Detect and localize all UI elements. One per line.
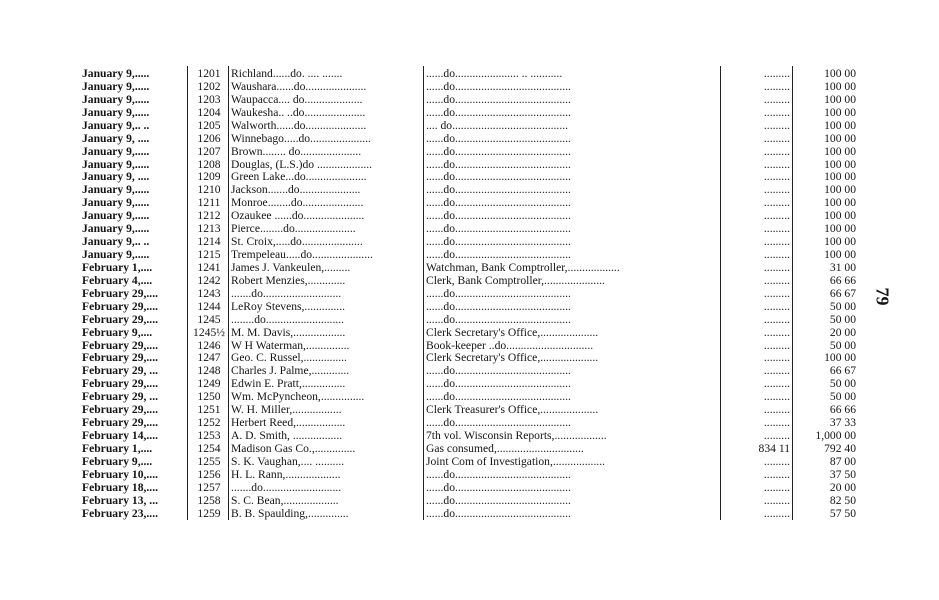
row-voucher-number: 1213 [197,222,221,236]
row-payee: Charles J. Palme,............. [231,364,350,378]
table-row [0,119,939,132]
row-payee: Douglas, (L.S.)do ................... [231,157,373,171]
row-payee: Jackson.......do..................... [231,183,361,197]
row-voucher-number: 1241 [197,260,221,274]
row-voucher-number: 1253 [197,429,221,443]
row-date: January 9,..... [82,105,150,119]
row-date: February 29,.... [82,416,158,430]
row-subtotal: ......... [763,92,790,106]
row-date: February 1,.... [82,260,153,274]
row-subtotal: ......... [763,338,790,352]
row-date: January 9,.. .. [82,118,150,132]
row-date: February 29,.... [82,351,158,365]
row-voucher-number: 1215 [197,248,221,262]
row-subtotal: ......... [763,480,790,494]
row-amount: 66 67 [829,364,856,378]
row-amount: 50 00 [829,377,856,391]
table-row [0,442,939,455]
table-row [0,196,939,209]
row-subtotal: ......... [763,390,790,404]
page-number: 79 [872,287,893,306]
row-subtotal: ......... [763,196,790,210]
row-voucher-number: 1254 [197,441,221,455]
row-amount: 50 00 [829,390,856,404]
row-amount: 82 50 [829,493,856,507]
row-amount: 100 00 [824,170,856,184]
row-payee: ........do........................... [231,312,345,326]
row-payee: W. H. Miller,................. [231,403,342,417]
row-payee: M. M. Davis,.................. [231,325,346,339]
row-date: February 29,.... [82,403,158,417]
row-description: Clerk, Bank Comptroller,..................... [426,273,605,287]
row-description: .... do........................................ [426,118,569,132]
row-date: January 9,..... [82,92,150,106]
row-date: January 9, .... [82,170,150,184]
row-payee: LeRoy Stevens,.............. [231,299,345,313]
row-date: February 18,.... [82,480,158,494]
row-amount: 37 33 [829,416,856,430]
row-date: February 29, ... [82,390,158,404]
row-description: ......do........................................ [426,131,571,145]
row-subtotal: ......... [763,260,790,274]
row-description: ......do........................................ [426,416,571,430]
row-payee: B. B. Spaulding,.............. [231,506,349,520]
row-description: ......do........................................ [426,196,571,210]
row-subtotal: ......... [763,144,790,158]
row-voucher-number: 1251 [197,403,221,417]
row-amount: 100 00 [824,235,856,249]
table-row [0,287,939,300]
table-row [0,313,939,326]
row-subtotal: ......... [763,170,790,184]
row-subtotal: ......... [763,105,790,119]
row-amount: 1,000 00 [815,429,856,443]
row-amount: 50 00 [829,299,856,313]
row-amount: 20 00 [829,325,856,339]
row-date: February 23,.... [82,506,158,520]
row-subtotal: ......... [763,183,790,197]
row-payee: Robert Menzies,............. [231,273,346,287]
row-subtotal: ......... [763,493,790,507]
row-voucher-number: 1206 [197,131,221,145]
table-row [0,222,939,235]
row-voucher-number: 1259 [197,506,221,520]
row-date: January 9,..... [82,209,150,223]
row-description: ......do........................................ [426,222,571,236]
row-voucher-number: 1249 [197,377,221,391]
row-date: January 9,..... [82,79,150,93]
row-date: January 9,..... [82,196,150,210]
row-description: Clerk Treasurer's Office,.................... [426,403,599,417]
row-payee: A. D. Smith, ................. [231,429,343,443]
row-date: February 29,.... [82,299,158,313]
row-voucher-number: 1248 [197,364,221,378]
row-subtotal: ......... [763,273,790,287]
row-description: ......do........................................ [426,390,571,404]
table-row [0,339,939,352]
row-payee: Pierce........do..................... [231,222,356,236]
row-description: ......do........................................ [426,92,571,106]
row-description: ......do........................................ [426,364,571,378]
row-amount: 100 00 [824,118,856,132]
row-description: Clerk Secretary's Office,.................... [426,325,599,339]
row-subtotal: ......... [763,67,790,80]
row-voucher-number: 1202 [197,79,221,93]
row-voucher-number: 1207 [197,144,221,158]
row-subtotal: ......... [763,364,790,378]
table-row [0,507,939,520]
row-description: ......do........................................ [426,286,571,300]
row-amount: 50 00 [829,312,856,326]
row-subtotal: ......... [763,235,790,249]
row-payee: Brown........ do..................... [231,144,362,158]
row-payee: Edwin E. Pratt,............... [231,377,346,391]
row-payee: Wm. McPyncheon,............... [231,390,365,404]
row-payee: Green Lake...do..................... [231,170,367,184]
row-amount: 100 00 [824,196,856,210]
row-amount: 31 00 [829,260,856,274]
row-payee: Geo. C. Russel,............... [231,351,347,365]
row-date: February 29,.... [82,338,158,352]
row-date: January 9,..... [82,222,150,236]
row-description: Clerk Secretary's Office,.................... [426,351,599,365]
row-description: ......do........................................ [426,235,571,249]
row-voucher-number: 1243 [197,286,221,300]
table-row [0,390,939,403]
row-subtotal: ......... [763,403,790,417]
row-description: ......do...................... .. ........... [426,67,563,80]
row-amount: 100 00 [824,67,856,80]
table-row [0,209,939,222]
row-date: February 29,.... [82,312,158,326]
row-description: ......do........................................ [426,506,571,520]
row-date: January 9, .... [82,131,150,145]
row-subtotal: ......... [763,209,790,223]
row-payee: S. K. Vaughan,.... .......... [231,454,345,468]
row-description: Gas consumed,.............................. [426,441,584,455]
row-payee: Waukesha.. ..do..................... [231,105,366,119]
row-voucher-number: 1256 [197,467,221,481]
row-payee: Madison Gas Co.,.............. [231,441,356,455]
row-amount: 66 66 [829,273,856,287]
row-payee: Waushara......do..................... [231,79,367,93]
row-subtotal: ......... [763,454,790,468]
table-row [0,364,939,377]
table-row [0,403,939,416]
row-payee: Winnebago.....do..................... [231,131,371,145]
row-payee: James J. Vankeulen,......... [231,260,351,274]
row-description: ......do........................................ [426,467,571,481]
row-amount: 100 00 [824,222,856,236]
row-subtotal: ......... [763,506,790,520]
row-payee: S. C. Bean,................... [231,493,339,507]
row-amount: 100 00 [824,351,856,365]
row-payee: Waupacca.... do.................... [231,92,363,106]
row-date: January 9,..... [82,183,150,197]
row-amount: 792 40 [824,441,856,455]
row-amount: 87 00 [829,454,856,468]
table-row [0,300,939,313]
row-date: January 9,..... [82,157,150,171]
row-voucher-number: 1211 [197,196,221,210]
row-amount: 100 00 [824,92,856,106]
row-payee: Monroe........do..................... [231,196,364,210]
row-voucher-number: 1258 [197,493,221,507]
row-voucher-number: 1208 [197,157,221,171]
row-date: February 1,.... [82,441,153,455]
row-description: Book-keeper ..do.............................. [426,338,594,352]
row-subtotal: ......... [763,312,790,326]
row-voucher-number: 1201 [197,67,221,80]
row-amount: 100 00 [824,131,856,145]
row-amount: 20 00 [829,480,856,494]
row-date: February 29,.... [82,377,158,391]
table-row [0,248,939,261]
row-description: ......do........................................ [426,312,571,326]
row-payee: .......do........................... [231,480,342,494]
row-subtotal: ......... [763,377,790,391]
row-voucher-number: 1210 [197,183,221,197]
table-row [0,377,939,390]
table-row [0,67,939,80]
row-amount: 100 00 [824,248,856,262]
row-date: February 9,.... [82,325,153,339]
table-row [0,235,939,248]
row-amount: 66 67 [829,286,856,300]
table-row [0,351,939,364]
row-subtotal: ......... [763,325,790,339]
row-subtotal: ......... [763,157,790,171]
row-description: ......do........................................ [426,183,571,197]
row-amount: 100 00 [824,144,856,158]
row-voucher-number: 1244 [197,299,221,313]
row-amount: 100 00 [824,183,856,197]
row-date: February 13, ... [82,493,158,507]
table-row [0,455,939,468]
row-date: February 9,.... [82,454,153,468]
row-amount: 100 00 [824,209,856,223]
row-date: January 9,..... [82,248,150,262]
row-voucher-number: 1246 [197,338,221,352]
row-subtotal: ......... [763,351,790,365]
row-subtotal: ......... [763,222,790,236]
row-voucher-number: 1212 [197,209,221,223]
row-voucher-number: 1250 [197,390,221,404]
row-subtotal: ......... [763,79,790,93]
row-date: January 9,..... [82,144,150,158]
row-description: ......do........................................ [426,248,571,262]
row-subtotal: ......... [763,248,790,262]
row-voucher-number: 1209 [197,170,221,184]
row-date: February 4,.... [82,273,153,287]
row-amount: 100 00 [824,157,856,171]
row-subtotal: ......... [763,416,790,430]
row-payee: Ozaukee ......do..................... [231,209,365,223]
row-amount: 100 00 [824,79,856,93]
table-row [0,183,939,196]
row-date: February 29, ... [82,364,158,378]
row-payee: Trempeleau.....do..................... [231,248,373,262]
table-row [0,274,939,287]
row-subtotal: ......... [763,131,790,145]
row-payee: St. Croix,.....do..................... [231,235,363,249]
table-row [0,429,939,442]
row-description: ......do........................................ [426,170,571,184]
row-amount: 100 00 [824,105,856,119]
table-row [0,158,939,171]
row-description: ......do........................................ [426,105,571,119]
row-description: ......do........................................ [426,493,571,507]
row-subtotal: 834 11 [758,441,790,455]
row-voucher-number: 1203 [197,92,221,106]
row-subtotal: ......... [763,299,790,313]
row-payee: W H Waterman,............... [231,338,350,352]
row-description: ......do........................................ [426,480,571,494]
row-date: January 9,.. .. [82,235,150,249]
row-description: ......do........................................ [426,79,571,93]
row-voucher-number: 1252 [197,416,221,430]
table-row [0,468,939,481]
row-subtotal: ......... [763,118,790,132]
row-amount: 66 66 [829,403,856,417]
row-amount: 57 50 [829,506,856,520]
row-payee: Walworth......do..................... [231,118,367,132]
row-description: ......do........................................ [426,299,571,313]
table-row [0,93,939,106]
row-voucher-number: 1245 [197,312,221,326]
table-row [0,494,939,507]
row-amount: 50 00 [829,338,856,352]
row-description: 7th vol. Wisconsin Reports,.................. [426,429,607,443]
row-date: February 14,.... [82,429,158,443]
row-voucher-number: 1242 [197,273,221,287]
row-amount: 37 50 [829,467,856,481]
row-payee: H. L. Rann,................... [231,467,341,481]
table-row [0,416,939,429]
row-description: ......do........................................ [426,377,571,391]
row-payee: Richland......do. .... ....... [231,67,343,80]
table-row [0,132,939,145]
row-date: February 29,.... [82,286,158,300]
row-subtotal: ......... [763,429,790,443]
row-subtotal: ......... [763,467,790,481]
row-voucher-number: 1247 [197,351,221,365]
row-description: ......do........................................ [426,209,571,223]
row-subtotal: ......... [763,286,790,300]
table-row [0,106,939,119]
table-row [0,326,939,339]
row-description: ......do........................................ [426,157,571,171]
row-description: Watchman, Bank Comptroller,.................. [426,260,620,274]
row-date: February 10,.... [82,467,158,481]
table-row [0,145,939,158]
table-row [0,261,939,274]
row-voucher-number: 1205 [197,118,221,132]
row-description: ......do........................................ [426,144,571,158]
table-row [0,80,939,93]
row-payee: Herbert Reed,................. [231,416,346,430]
table-row [0,170,939,183]
row-voucher-number: 1255 [197,454,221,468]
row-voucher-number: 1204 [197,105,221,119]
row-date: January 9,..... [82,67,150,80]
row-payee: .......do........................... [231,286,342,300]
row-description: Joint Com of Investigation,.................. [426,454,606,468]
row-voucher-number: 1257 [197,480,221,494]
row-voucher-number: 1214 [197,235,221,249]
row-voucher-number: 1245½ [193,325,225,339]
table-row [0,481,939,494]
